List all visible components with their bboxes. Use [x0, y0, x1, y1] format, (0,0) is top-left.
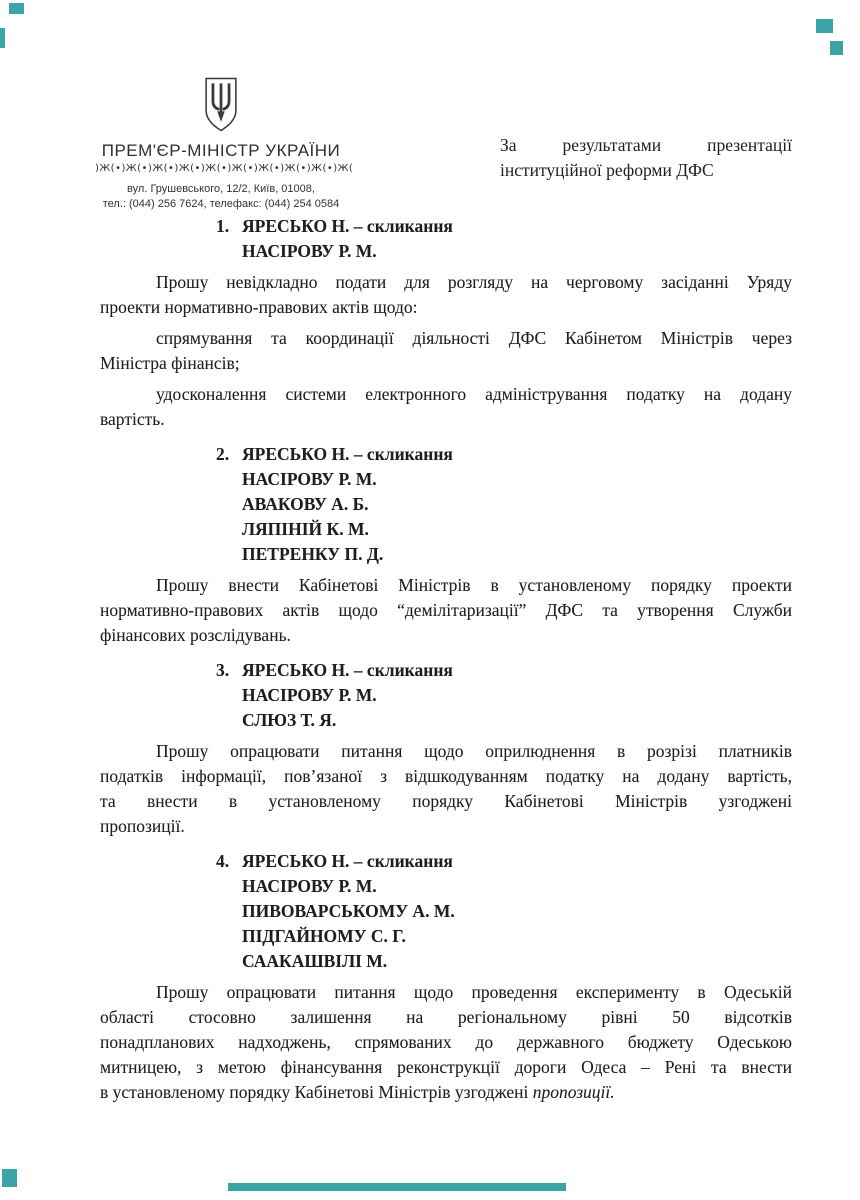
section-number: 3. — [216, 660, 230, 680]
addressee-line: ПЕТРЕНКУ П. Д. — [242, 544, 384, 564]
addressee-line: ПІДГАЙНОМУ С. Г. — [242, 926, 406, 946]
addressee-line: НАСІРОВУ Р. М. — [242, 876, 377, 896]
letterhead — [95, 76, 354, 211]
paragraph — [100, 270, 792, 320]
paragraph-line: митницею, з метою фінансування реконструкції дороги Одеса – Рені та внести — [100, 1057, 792, 1077]
ukraine-trident-emblem-icon — [202, 76, 240, 133]
paragraph-line: в установленому порядку Кабінетові Міністрів узгоджені пропозиції. — [100, 1082, 615, 1102]
paragraph-line: області стосовно залишення на регіональному рівні 50 відсотків — [100, 1007, 792, 1027]
convener-line: 3. ЯРЕСЬКО Н. – скликання — [100, 658, 792, 683]
paragraph — [100, 739, 792, 839]
paragraph-line: спрямування та координації діяльності ДФС Кабінетом Міністрів через — [156, 328, 792, 348]
paragraph — [100, 573, 792, 648]
section-2-heading — [100, 442, 792, 567]
addressee-line: АВАКОВУ А. Б. — [242, 494, 369, 514]
address-line-2: тел.: (044) 256 7624, телефакс: (044) 254 0584 — [102, 197, 340, 210]
paragraph-line: пропозиції. — [100, 816, 185, 836]
addressee-line: НАСІРОВУ Р. М. — [242, 469, 377, 489]
paragraph-line: та внести в установленому порядку Кабінетові Міністрів узгоджені — [100, 791, 792, 811]
paragraph-line: нормативно-правових актів щодо “демілітаризації” ДФС та утворення Служби — [100, 600, 792, 620]
annotation-line: інституційної реформи ДФС — [500, 160, 714, 180]
scan-artifact-top-left — [9, 3, 24, 14]
paragraph-line: фінансових розслідувань. — [100, 625, 291, 645]
scan-artifact-left-edge — [0, 28, 5, 48]
convener-line: 1. ЯРЕСЬКО Н. – скликання — [100, 214, 792, 239]
convener-line: 2. ЯРЕСЬКО Н. – скликання — [100, 442, 792, 467]
section-1-heading — [100, 214, 792, 264]
paragraph-line: Прошу опрацювати питання щодо оприлюднення в розрізі платників — [156, 741, 792, 761]
annotation-note — [500, 133, 792, 183]
paragraph — [100, 382, 792, 432]
letterhead-title: ПРЕМ'ЄР-МІНІСТР УКРАЇНИ — [101, 141, 341, 160]
paragraph-line: Прошу невідкладно подати для розгляду на черговому засіданні Уряду — [156, 272, 792, 292]
section-number: 1. — [216, 216, 230, 236]
addressee-line: ПИВОВАРСЬКОМУ А. М. — [242, 901, 455, 921]
section-number: 4. — [216, 851, 230, 871]
scan-artifact-top-right-1 — [816, 19, 833, 33]
addressee-line: СЛЮЗ Т. Я. — [242, 710, 337, 730]
paragraph — [100, 980, 792, 1105]
paragraph-line: Прошу внести Кабінетові Міністрів в установленому порядку проекти — [156, 575, 792, 595]
paragraph-line: вартість. — [100, 409, 165, 429]
section-number: 2. — [216, 444, 230, 464]
section-3-heading — [100, 658, 792, 733]
convener-line: 4. ЯРЕСЬКО Н. – скликання — [100, 849, 792, 874]
scan-artifact-top-right-2 — [830, 41, 843, 55]
scan-artifact-bottom-strip — [228, 1183, 566, 1191]
paragraph-line: податків інформації, пов’язаної з відшкодуванням податку на додану вартість, — [100, 766, 792, 786]
addressee-line: ЛЯПІНІЙ К. М. — [242, 519, 369, 539]
letterhead-ornament: )Ж(•)Ж(•)Ж(•)Ж(•)Ж(•)Ж(•)Ж(•)Ж(•)Ж(•)Ж( — [95, 163, 354, 174]
paragraph-line: понадпланових надходжень, спрямованих до державного бюджету Одеською — [100, 1032, 792, 1052]
section-4-heading — [100, 849, 792, 974]
paragraph-line: проекти нормативно-правових актів щодо: — [100, 297, 418, 317]
italic-word: пропозиції. — [532, 1082, 615, 1102]
addressee-line: СААКАШВІЛІ М. — [242, 951, 388, 971]
letterhead-address — [95, 182, 347, 211]
paragraph-line: Міністра фінансів; — [100, 353, 240, 373]
annotation-line: За результатами презентації — [500, 135, 792, 155]
addressee-line: НАСІРОВУ Р. М. — [242, 685, 377, 705]
address-line-1: вул. Грушевського, 12/2, Київ, 01008, — [127, 183, 315, 195]
paragraph — [100, 326, 792, 376]
scan-artifact-bottom-left — [2, 1169, 17, 1187]
addressee-line: НАСІРОВУ Р. М. — [242, 241, 377, 261]
document-body — [100, 210, 792, 1105]
paragraph-line: удосконалення системи електронного адміністрування податку на додану — [156, 384, 792, 404]
paragraph-line: Прошу опрацювати питання щодо проведення експерименту в Одеській — [156, 982, 792, 1002]
